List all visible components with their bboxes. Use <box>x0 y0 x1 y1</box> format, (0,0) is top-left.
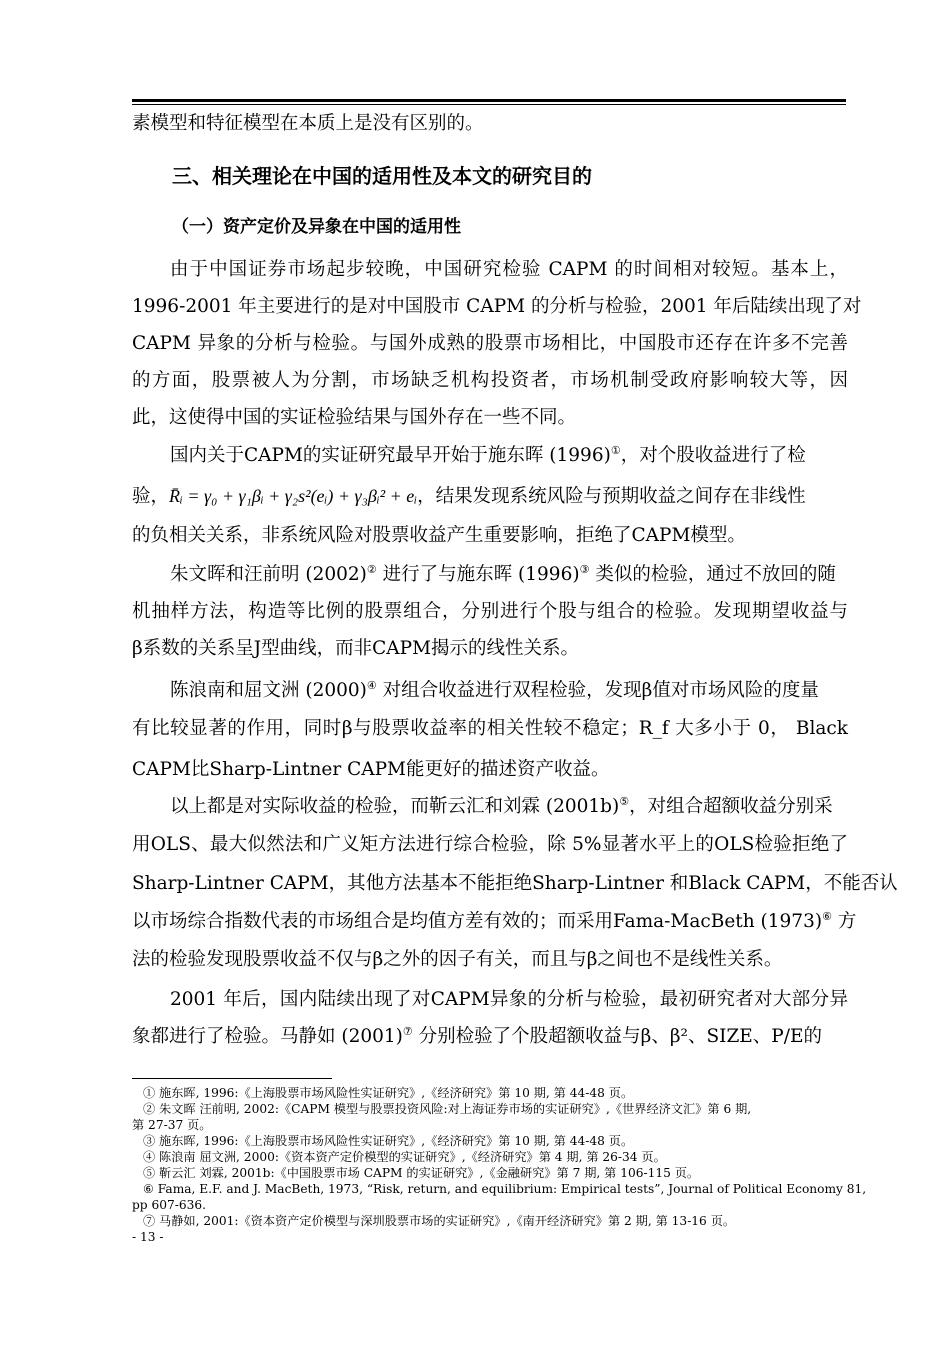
footnote-2-cont: 第 27-37 页。 <box>132 1118 212 1132</box>
p6-text-b: 分别检验了个股超额收益与β、β²、SIZE、P/E的 <box>412 1026 822 1047</box>
header-rule-thick <box>132 99 846 102</box>
p4-text-b: 对组合收益进行双程检验，发现β值对市场风险的度量 <box>376 680 819 701</box>
section-heading: 三、相关理论在中国的适用性及本文的研究目的 <box>172 164 592 188</box>
footnote-ref-1: ① <box>610 443 621 457</box>
header-rule-thin <box>132 104 846 105</box>
p3-text-a: 朱文晖和汪前明 (2002) <box>170 564 367 585</box>
p1-line-5: 此，这使得中国的实证检验结果与国外存在一些不同。 <box>132 407 577 428</box>
p2-text-pre: 验， <box>132 486 170 507</box>
footnote-ref-2: ② <box>366 562 377 576</box>
footnote-ref-6: ⑥ <box>822 909 832 923</box>
p4-line-2: 有比较显著的作用，同时β与股票收益率的相关性较不稳定；R_f 大多小于 0， Black <box>132 718 848 739</box>
p2-text-a: 国内关于CAPM的实证研究最早开始于施东晖 (1996) <box>170 445 611 466</box>
p5-line-2: 用OLS、最大似然法和广义矩方法进行综合检验，除 5%显著水平上的OLS检验拒绝了 <box>132 834 848 855</box>
p5-line-4 <box>132 909 857 934</box>
subsection-heading: （一）资产定价及异象在中国的适用性 <box>172 217 461 237</box>
regression-formula: R̄ᵢ = γ₀ + γ₁βᵢ + γ₂s²(eᵢ) + γ₃βᵢ² + eᵢ <box>169 486 418 506</box>
footnote-7: ⑦ 马静如, 2001:《资本资产定价模型与深圳股票市场的实证研究》,《南开经济研究》第 2 期, 第 13-16 页。 <box>143 1214 736 1228</box>
p1-line-2: 1996-2001 年主要进行的是对中国股市 CAPM 的分析与检验，2001 年后陆续出现了对 <box>132 296 862 317</box>
p3-line-2: 机抽样方法，构造等比例的股票组合，分别进行个股与组合的检验。发现期望收益与 <box>132 601 848 622</box>
page-number: - 13 - <box>132 1230 164 1244</box>
footnote-4: ④ 陈浪南 屈文洲, 2000:《资本资产定价模型的实证研究》,《经济研究》第 4 期, 第 26-34 页。 <box>143 1150 666 1164</box>
p4-line-1 <box>170 679 848 703</box>
p5-text-a: 以上都是对实际收益的检验，而靳云汇和刘霖 (2001b) <box>170 796 620 817</box>
footnote-6-cont: pp 607-636. <box>132 1198 206 1212</box>
p2-line-3: 的负相关关系，非系统风险对股票收益产生重要影响，拒绝了CAPM模型。 <box>132 525 746 546</box>
p3-text-b: 进行了与施东晖 (1996) <box>376 564 580 585</box>
p5-line-3: Sharp-Lintner CAPM，其他方法基本不能拒绝Sharp-Lintner 和Black CAPM，不能否认 <box>132 873 898 894</box>
p2-text-b: ，对个股收益进行了检 <box>620 445 806 466</box>
p5-text-d: 方 <box>831 911 857 932</box>
p2-text-post: ，结果发现系统风险与预期收益之间存在非线性 <box>417 486 806 507</box>
p1-line-3: CAPM 异象的分析与检验。与国外成熟的股票市场相比，中国股市还存在许多不完善 <box>132 333 848 354</box>
footnote-2: ② 朱文晖 汪前明, 2002:《CAPM 模型与股票投资风险:对上海证券市场的实证研究》,《世界经济文汇》第 6 期, <box>143 1102 752 1116</box>
footnote-ref-7: ⑦ <box>402 1024 413 1038</box>
footnote-ref-5: ⑤ <box>619 794 630 808</box>
footnote-1: ① 施东晖, 1996:《上海股票市场风险性实证研究》,《经济研究》第 10 期, 第 44-48 页。 <box>143 1086 634 1100</box>
p3-line-1 <box>170 563 848 587</box>
p3-text-c: 类似的检验，通过不放回的随 <box>589 564 836 585</box>
footnote-6: ⑥ Fama, E.F. and J. MacBeth, 1973, “Risk, return, and equilibrium: Empirical tests”, Journal of Political Economy 81, <box>143 1182 867 1196</box>
p1-line-4: 的方面，股票被人为分割，市场缺乏机构投资者，市场机制受政府影响较大等，因 <box>132 370 848 391</box>
p5-text-c: 以市场综合指数代表的市场组合是均值方差有效的；而采用Fama-MacBeth (1973) <box>132 911 823 932</box>
footnote-rule <box>132 1078 332 1079</box>
p3-line-3: β系数的关系呈J型曲线，而非CAPM揭示的线性关系。 <box>132 638 580 659</box>
footnote-3: ③ 施东晖, 1996:《上海股票市场风险性实证研究》,《经济研究》第 10 期, 第 44-48 页。 <box>143 1134 634 1148</box>
p6-line-1: 2001 年后，国内陆续出现了对CAPM异象的分析与检验，最初研究者对大部分异 <box>170 989 848 1010</box>
p5-line-5: 法的检验发现股票收益不仅与β之外的因子有关，而且与β之间也不是线性关系。 <box>132 949 783 970</box>
p2-line-1 <box>170 444 848 468</box>
carry-over-line: 素模型和特征模型在本质上是没有区别的。 <box>132 113 484 134</box>
footnote-ref-4: ④ <box>366 678 377 692</box>
p2-line-2 <box>132 484 848 509</box>
p4-line-3: CAPM比Sharp-Lintner CAPM能更好的描述资产收益。 <box>132 759 610 780</box>
p5-text-b: ，对组合超额收益分别采 <box>629 796 833 817</box>
p5-line-1 <box>170 795 848 819</box>
p6-text-a: 象都进行了检验。马静如 (2001) <box>132 1026 403 1047</box>
footnote-ref-3: ③ <box>579 562 590 576</box>
footnote-5: ⑤ 靳云汇 刘霖, 2001b:《中国股票市场 CAPM 的实证研究》,《金融研究》第 7 期, 第 106-115 页。 <box>143 1166 700 1180</box>
p1-line-1: 由于中国证券市场起步较晚，中国研究检验 CAPM 的时间相对较短。基本上， <box>170 259 848 280</box>
p4-text-a: 陈浪南和屈文洲 (2000) <box>170 680 367 701</box>
p6-line-2 <box>132 1025 848 1049</box>
